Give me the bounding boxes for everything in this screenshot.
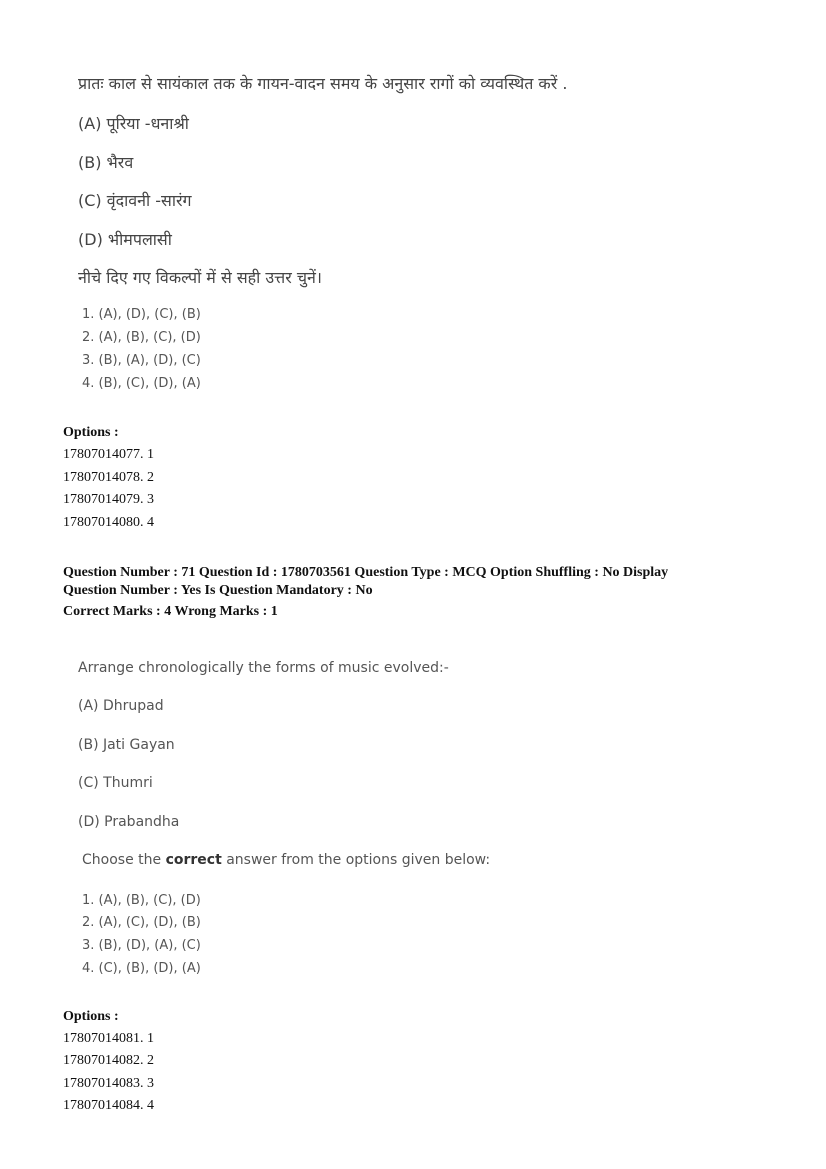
- option-id-70-1: 17807014077. 1: [63, 447, 154, 462]
- question-71-item-a: (A) Dhrupad: [78, 698, 164, 714]
- instruction-bold: correct: [165, 852, 222, 868]
- option-id-70-3: 17807014079. 3: [63, 492, 154, 507]
- question-71-item-c: (C) Thumri: [78, 775, 153, 791]
- question-70-item-c: (C) वृंदावनी -सारंग: [78, 191, 192, 210]
- question-71-choice-2: 2. (A), (C), (D), (B): [82, 915, 201, 930]
- question-70-choice-1: 1. (A), (D), (C), (B): [82, 307, 201, 322]
- option-id-70-2: 17807014078. 2: [63, 470, 154, 485]
- options-label-71: Options :: [63, 1009, 119, 1024]
- question-71-choice-4: 4. (C), (B), (D), (A): [82, 961, 201, 976]
- question-70-item-d: (D) भीमपलासी: [78, 230, 172, 249]
- instruction-pre: Choose the: [82, 852, 166, 868]
- question-70-choice-4: 4. (B), (C), (D), (A): [82, 376, 201, 391]
- question-70-stem: प्रातः काल से सायंकाल तक के गायन-वादन समय के अनुसार रागों को व्यवस्थित करें .: [78, 74, 568, 93]
- option-id-71-4: 17807014084. 4: [63, 1098, 154, 1113]
- question-70-item-a: (A) पूरिया -धनाश्री: [78, 114, 189, 133]
- question-70-choice-2: 2. (A), (B), (C), (D): [82, 330, 201, 345]
- question-71-meta-line-2: Question Number : Yes Is Question Mandatory : No: [63, 583, 373, 598]
- question-71-stem: Arrange chronologically the forms of music evolved:-: [78, 660, 449, 676]
- options-label-70: Options :: [63, 425, 119, 440]
- question-71-item-b: (B) Jati Gayan: [78, 737, 175, 753]
- option-id-70-4: 17807014080. 4: [63, 515, 154, 530]
- question-71-choice-1: 1. (A), (B), (C), (D): [82, 893, 201, 908]
- question-70-item-b: (B) भैरव: [78, 153, 134, 172]
- question-70-instruction: नीचे दिए गए विकल्पों में से सही उत्तर चुनें।: [78, 268, 322, 287]
- question-71-choice-3: 3. (B), (D), (A), (C): [82, 938, 201, 953]
- question-71-meta-line-1: Question Number : 71 Question Id : 1780703561 Question Type : MCQ Option Shuffling : No Display: [63, 565, 669, 580]
- question-71-item-d: (D) Prabandha: [78, 814, 180, 830]
- option-id-71-1: 17807014081. 1: [63, 1031, 154, 1046]
- question-71-meta-line-3: Correct Marks : 4 Wrong Marks : 1: [63, 604, 278, 619]
- question-70-choice-3: 3. (B), (A), (D), (C): [82, 353, 201, 368]
- instruction-post: answer from the options given below:: [221, 852, 491, 868]
- question-71-instruction: [82, 852, 490, 868]
- option-id-71-2: 17807014082. 2: [63, 1053, 154, 1068]
- option-id-71-3: 17807014083. 3: [63, 1076, 154, 1091]
